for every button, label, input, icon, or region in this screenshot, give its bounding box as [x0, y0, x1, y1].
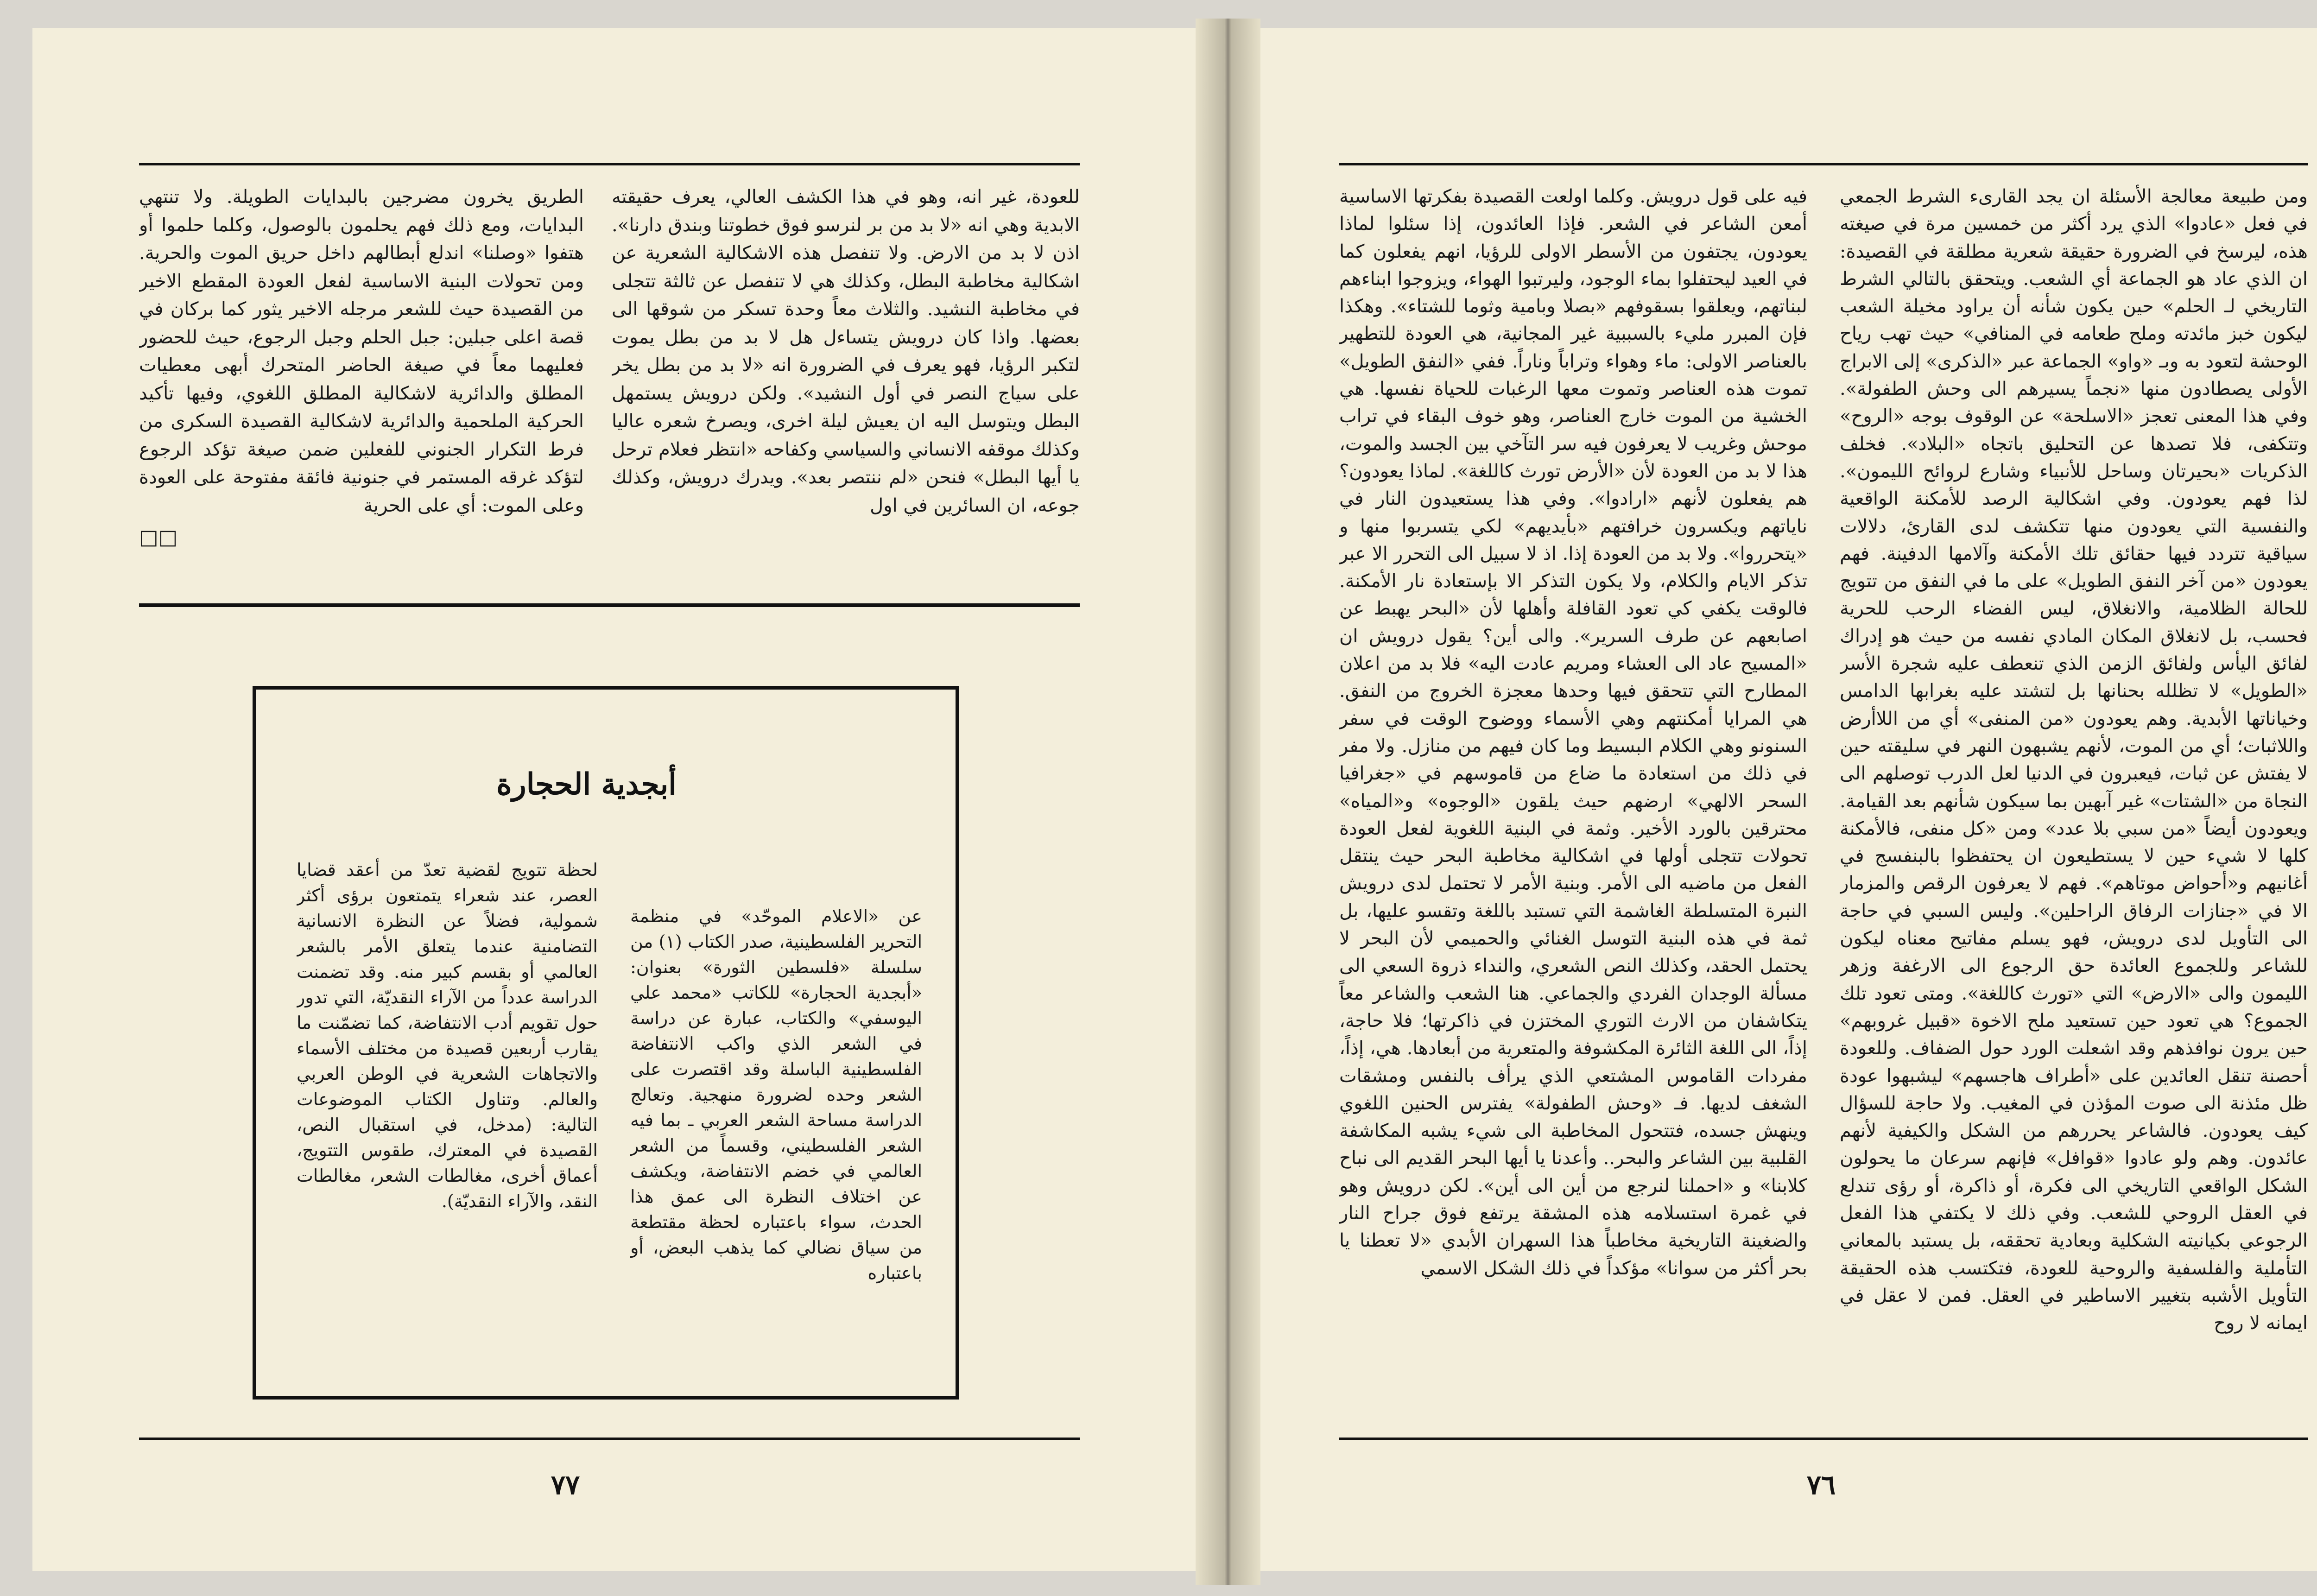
top-rule-right	[1339, 163, 2308, 165]
page-number-left: ٧٧	[551, 1469, 580, 1501]
box-column-right: عن «الاعلام الموحّد» في منظمة التحرير الفلسطينية، صدر الكتاب (١) من سلسلة «فلسطين الثورة» بعنوان: «أبجدية الحجارة» للكاتب «محمد علي اليوسفي» والكتاب، عبارة عن دراسة في الشعر الذي واكب الانتفاضة الفلسطينية الباسلة وقد اقتصرت على الشعر وحده لضرورة منهجية. وتعالج الدراسة مساحة الشعر العربي ـ بما فيه الشعر الفلسطيني، وقسماً من الشعر العالمي في خضم الانتفاضة، ويكشف عن اختلاف النظرة الى عمق هذا الحدث، سواء باعتباره لحظة مقتطعة من سياق نضالي كما يذهب البعض، أو باعتباره	[630, 906, 922, 1283]
bottom-rule-left	[139, 1438, 1080, 1440]
right-page-column-right: ومن طبيعة معالجة الأسئلة ان يجد القارىء الشرط الجمعي في فعل «عادوا» الذي يرد أكثر من خمسين مرة في صيغته هذه، ليرسخ في الضرورة حقيقة شعرية مطلقة في القصيدة: ان الذي عاد هو الجماعة أي الشعب. ويتحقق بالتالي الشرط التاريخي لـ الحلم» حين يكون شأنه أن يراود مخيلة الشعب ليكون خبز مائدته وملح طعامه في المنافي» حيث تهب رياح الوحشة لتعود به وبـ «واو» الجماعة عبر «الذكرى» إلى الابراج الأولى يصطادون منها «نجماً يسيرهم الى وحش الطفولة». وفي هذا المعنى تعجز «الاسلحة» عن الوقوف بوجه «الروح» وتتكفى، فلا تصدها عن التحليق باتجاه «البلاد». فخلف الذكريات «بحيرتان وساحل للأنبياء وشارع لروائح الليمون». لذا فهم يعودون. وفي اشكالية الرصد للأمكنة الواقعية والنفسية التي يعودون منها تتكشف لدى القارئ، دلالات سياقية تتردد فيها حقائق تلك الأمكنة وآلامها الدفينة. فهم يعودون «من آخر النفق الطويل» على ما في النفق من تتويج للحالة الظلامية، والانغلاق، ليس الفضاء الرحب للحرية فحسب، بل لانغلاق المكان المادي نفسه من حيث هو إدراك لفائق اليأس ولفائق الزمن الذي تنعطف عليه شجرة الأسر «الطويل» لا تظلله بحنانها بل لتشتد عليه بغرابها الدامس وخياناتها الأبدية. وهم يعودون «من المنفى» أي من اللاأرض واللاثبات؛ أي من الموت، لأنهم يشبهون النهر في سليقته حين لا يفتش عن ثبات، فيعبرون في الدنيا لعل الدرب توصلهم الى النجاة من «الشتات» غير آبهين بما سيكون شأنهم بعد القيامة. ويعودون أيضاً «من سبي بلا عدد» ومن «كل منفى، فالأمكنة كلها لا شيء حين لا يستطيعون ان يحتفظوا بالبنفسج في أغانيهم و«أحواض موتاهم». فهم لا يعرفون الرقص والمزمار الا في «جنازات الرفاق الراحلين». وليس السبي في حاجة الى التأويل لدى درويش، فهو يسلم مفاتيح معناه ليكون للشاعر وللجموع العائدة حق الرجوع الى الارغفة وزهر الليمون والى «الارض» التي «تورث كاللغة». ومتى تعود تلك الجموع؟ هي تعود حين تستعيد ملح الاخوة «قبيل غروبهم» حين يرون نوافذهم وقد اشعلت الورد حول الضفاف. وللعودة أحصنة تنقل العائدين على «أطراف هاجسهم» ليشبهوا عودة ظل مئذنة الى صوت المؤذن في المغيب. ولا حاجة للسؤال كيف يعودون. فالشاعر يحررهم من الشكل والكيفية لأنهم عائدون. وهم ولو عادوا «قوافل» فإنهم سرعان ما يحولون الشكل الواقعي التاريخي الى فكرة، أو ذاكرة، أو رؤى تندلع في العقل الروحي للشعب. وفي ذلك لا يكتفي هذا الفعل الرجوعي بكيانيته الشكلية وبعادية تحققه، بل يستبد بالمعاني التأملية والفلسفية والروحية للعودة، فتكتسب هذه الحقيقة التأويل الأشبه بتغيير الاساطير في العقل. فمن لا عقل في ايمانه لا روح	[1840, 186, 2308, 1334]
box-title: أبجدية الحجارة	[496, 767, 677, 802]
section-divider-left	[139, 603, 1080, 607]
end-mark: □□	[139, 526, 178, 549]
book-gutter	[1196, 19, 1260, 1585]
bottom-rule-right	[1339, 1438, 2308, 1440]
left-page-column-left: الطريق يخرون مضرجين بالبدايات الطويلة. ولا تنتهي البدايات، ومع ذلك فهم يحلمون بالوصول، وكلما حلموا أو هتفوا «وصلنا» اندلع أبطالهم داخل حريق الموت والحرية. ومن تحولات البنية الاساسية لفعل العودة المقطع الاخير من القصيدة حيث للشعر مرجله الاخير يثور كما بركان في قصة اعلى جبلين: جبل الحلم وجبل الرجوع، حيث للحضور فعليهما معاً في صيغة الحاضر المتحرك أبهى معطيات المطلق والدائرية لاشكالية المطلق اللغوي، وفيها تأكيد الحركية الملحمية والدائرية لاشكالية القصيدة السكرى من فرط التكرار الجنوني للفعلين ضمن صيغة تؤكد الرجوع لتؤكد غرقه المستمر في جنونية فائقة مفتوحة على العودة وعلى الموت: أي على الحرية	[139, 186, 584, 516]
page-number-right: ٧٦	[1806, 1469, 1836, 1501]
left-page-column-right: للعودة، غير انه، وهو في هذا الكشف العالي، يعرف حقيقته الابدية وهي انه «لا بد من بر لنرسو فوق خطوتنا وبندق دارنا». اذن لا بد من الارض. ولا تنفصل هذه الاشكالية الشعرية عن اشكالية مخاطبة البطل، وكذلك هي لا تنفصل عن ثالثة تتجلى في مخاطبة النشيد. والثلاث معاً وحدة تسكر من شوقها الى بعضها. واذا كان درويش يتساءل هل لا بد من بطل يموت لتكبر الرؤيا، فهو يعرف في الضرورة انه «لا بد من بطل يخر على سياج النصر في أول النشيد». ولكن درويش يستمهل البطل ويتوسل اليه ان يعيش ليلة اخرى، ويصرخ شعره عاليا وكذلك موقفه الانساني والسياسي وكفاحه «انتظر فعلام ترحل يا أيها البطل» فنحن «لم ننتصر بعد». ويدرك درويش، وكذلك جوعه، ان السائرين في اول	[612, 186, 1080, 516]
top-rule-left	[139, 163, 1080, 165]
box-column-left: لحظة تتويج لقضية تعدّ من أعقد قضايا العصر، عند شعراء يتمتعون برؤى أكثر شمولية، فضلاً عن النظرة الانسانية التضامنية عندما يتعلق الأمر بالشعر العالمي أو بقسم كبير منه. وقد تضمنت الدراسة عدداً من الآراء النقديّة، التي تدور حول تقويم أدب الانتفاضة، كما تضمّنت ما يقارب أربعين قصيدة من مختلف الأسماء والاتجاهات الشعرية في الوطن العربي والعالم. وتناول الكتاب الموضوعات التالية: (مدخل، في استقبال النص، القصيدة في المعترك، طقوس التتويج، أعماق أخرى، مغالطات الشعر، مغالطات النقد، والآراء النقديّة).	[297, 860, 598, 1211]
right-page-column-left: فيه على قول درويش. وكلما اولعت القصيدة بفكرتها الاساسية أمعن الشاعر في الشعر. فإذا العائدون، إذا سئلوا لماذا يعودون، يجتفون من الأسطر الاولى للرؤيا، انهم يفعلون كما في العيد ليحتفلوا بماء الوجود، وليرتبوا الهواء، ويزوجوا ابناءهم لبناتهم، ويعلقوا بسقوفهم «بصلا وبامية وثوما للشتاء». وهكذا فإن المبرر مليء بالسببية غير المجانية، هي العودة للتطهير بالعناصر الاولى: ماء وهواء وتراباً وناراً. ففي «النفق الطويل» تموت هذه العناصر وتموت معها الرغبات للحياة نفسها. هي الخشية من الموت خارج العناصر، وهو خوف البقاء في تراب موحش وغريب لا يعرفون فيه سر التآخي بين الجسد والموت، هذا لا بد من العودة لأن «الأرض تورث كاللغة». لماذا يعودون؟ هم يفعلون لأنهم «ارادوا». وفي هذا يستعيدون النار في ناياتهم ويكسرون خرافتهم «بأيديهم» لكي يتسربوا منها و «يتحرروا». ولا بد من العودة إذا. اذ لا سبيل الى التحرر الا عبر تذكر الايام والكلام، ولا يكون التذكر الا بإستعادة نار الأمكنة. فالوقت يكفي كي تعود القافلة وأهلها لأن «البحر يهبط عن اصابعهم عن طرف السرير». والى أين؟ يقول درويش ان «المسيح عاد الى العشاء ومريم عادت اليه» فلا بد من اعلان المطارح التي تتحقق فيها وحدها معجزة الخروج من النفق. هي المرايا أمكنتهم وهي الأسماء ووضوح الوقت في سفر السنونو وهي الكلام البسيط وما كان فيهم من منازل. ولا مفر في ذلك من استعادة ما ضاع من قاموسهم في «جغرافيا السحر الالهي» ارضهم حيث يلقون «الوجوه» و«المياه» محترقين بالورد الأخير. وثمة في البنية اللغوية لفعل العودة تحولات تتجلى أولها في اشكالية مخاطبة البحر حيث ينتقل الفعل من ماضيه الى الأمر. وبنية الأمر لا تحتمل لدى درويش النبرة المتسلطة الغاشمة التي تستبد باللغة وتقسو عليها، بل ثمة في هذه البنية التوسل الغنائي والحميمي لأن البحر لا يحتمل الحقد، وكذلك النص الشعري، والنداء ذروة السعي الى مسألة الوجدان الفردي والجماعي. هنا الشعب والشاعر معاً يتكاشفان من الارث التوري المختزن في ذاكرتها؛ فلا حاجة، إذاً، الى اللغة الثائرة المكشوفة والمتعرية من أبعادها. هي، إذاً، مفردات القاموس المشتعي الذي يرأف بالنفس ومشقات الشغف لديها. فـ «وحش الطفولة» يفترس الحنين اللغوي وينهش جسده، فتتحول المخاطبة الى شيء يشبه المكاشفة القلبية بين الشاعر والبحر.. وأعدنا يا أيها البحر القديم الى نباح كلابنا» و «احملنا لنرجع من أين الى أين». لكن درويش وهو في غمرة استسلامه هذه المشقة يرتفع فوق جراح النار والضغينة التاريخية مخاطباً هذا السهران الأبدي «لا تعطنا يا بحر أكثر من سوانا» مؤكداً في ذلك الشكل الاسمي	[1339, 186, 1807, 1279]
